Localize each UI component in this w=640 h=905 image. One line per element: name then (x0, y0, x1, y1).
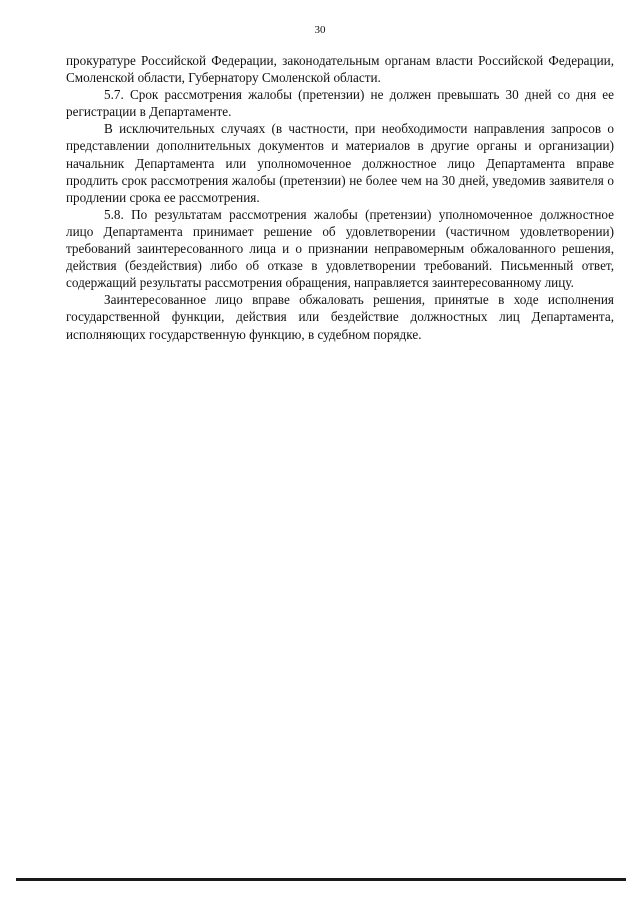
paragraph-continuation: прокуратуре Российской Федерации, законодательным органам власти Российской Федерации, Смоленской области, Губернатору Смоленской области. (66, 53, 614, 86)
bottom-divider (16, 878, 626, 881)
paragraph-5-8: 5.8. По результатам рассмотрения жалобы (претензии) уполномоченное должностное лицо Департамента принимает решение об удовлетворении (частичном удовлетворении) требований заинтересованного лица и о признании неправомерным обжалованного решения, действия (бездействия) либо об отказе в удовлетворении требований. Письменный ответ, содержащий результаты рассмотрения обращения, направляется заинтересованному лицу. (66, 206, 614, 291)
document-body (66, 52, 614, 343)
paragraph-court-appeal: Заинтересованное лицо вправе обжаловать решения, принятые в ходе исполнения государственной функции, действия или бездействие должностных лиц Департамента, исполняющих государственную функцию, в судебном порядке. (66, 292, 614, 342)
paragraph-5-7: 5.7. Срок рассмотрения жалобы (претензии) не должен превышать 30 дней со дня ее регистрации в Департаменте. (66, 87, 614, 120)
page-number: 30 (314, 24, 326, 36)
paragraph-exceptional-cases: В исключительных случаях (в частности, при необходимости направления запросов о представлении дополнительных документов и материалов в другие органы и организации) начальник Департамента или уполномоченное должностное лицо Департамента вправе продлить срок рассмотрения жалобы (претензии) не более чем на 30 дней, уведомив заявителя о продлении срока ее рассмотрения. (66, 121, 614, 205)
